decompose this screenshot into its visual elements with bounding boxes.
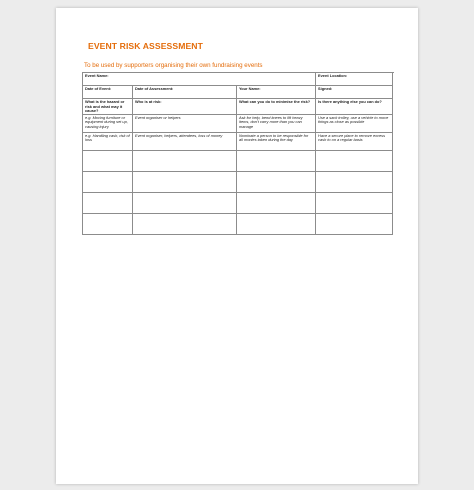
blank-cell[interactable] xyxy=(316,171,393,192)
blank-cell[interactable] xyxy=(83,171,133,192)
blank-row xyxy=(83,213,393,234)
your-name-field[interactable]: Your Name: xyxy=(237,86,316,99)
blank-cell[interactable] xyxy=(237,171,316,192)
who-at-risk-header: Who is at risk: xyxy=(133,99,237,115)
example-who-cell: Event organiser or helpers xyxy=(133,114,237,132)
example-hazard-cell: e.g. Handling cash, risk of loss xyxy=(83,132,133,150)
blank-cell[interactable] xyxy=(316,192,393,213)
blank-cell[interactable] xyxy=(83,150,133,171)
date-of-event-field[interactable]: Date of Event: xyxy=(83,86,133,99)
event-location-field[interactable]: Event Location: xyxy=(316,73,393,86)
blank-cell[interactable] xyxy=(237,150,316,171)
document-title: EVENT RISK ASSESSMENT xyxy=(88,41,203,51)
event-details-row xyxy=(83,86,393,99)
blank-row xyxy=(83,192,393,213)
example-else-cell: Use a sack trolley, use a vehicle to move things as close as possible xyxy=(316,114,393,132)
minimise-risk-header: What can you do to minimise the risk? xyxy=(237,99,316,115)
example-row xyxy=(83,114,393,132)
blank-cell[interactable] xyxy=(83,213,133,234)
blank-row xyxy=(83,171,393,192)
document-subtitle: To be used by supporters organising their own fundraising events xyxy=(84,62,263,69)
hazard-header: What is the hazard or risk and what may it cause? xyxy=(83,99,133,115)
anything-else-header: Is there anything else you can do? xyxy=(316,99,393,115)
blank-cell[interactable] xyxy=(133,213,237,234)
example-minimise-cell: Nominate a person to be responsible for all monies taken during the day xyxy=(237,132,316,150)
column-header-row xyxy=(83,99,393,115)
blank-cell[interactable] xyxy=(133,150,237,171)
event-info-row xyxy=(83,73,393,86)
example-hazard-cell: e.g. Moving furniture or equipment during set up, causing injury xyxy=(83,114,133,132)
event-name-field[interactable]: Event Name: xyxy=(83,73,316,86)
signed-field[interactable]: Signed: xyxy=(316,86,393,99)
example-minimise-cell: Ask for help, bend knees to lift heavy items, don't carry more than you can manage xyxy=(237,114,316,132)
date-of-assessment-field[interactable]: Date of Assessment: xyxy=(133,86,237,99)
blank-cell[interactable] xyxy=(316,150,393,171)
blank-cell[interactable] xyxy=(133,171,237,192)
blank-row xyxy=(83,150,393,171)
document-page xyxy=(56,8,418,484)
blank-cell[interactable] xyxy=(237,192,316,213)
example-row xyxy=(83,132,393,150)
blank-cell[interactable] xyxy=(133,192,237,213)
blank-cell[interactable] xyxy=(83,192,133,213)
example-who-cell: Event organiser, helpers, attendees, loss of money xyxy=(133,132,237,150)
blank-cell[interactable] xyxy=(237,213,316,234)
risk-assessment-table xyxy=(82,72,393,235)
example-else-cell: Have a secure place to remove excess cash to on a regular basis xyxy=(316,132,393,150)
blank-cell[interactable] xyxy=(316,213,393,234)
